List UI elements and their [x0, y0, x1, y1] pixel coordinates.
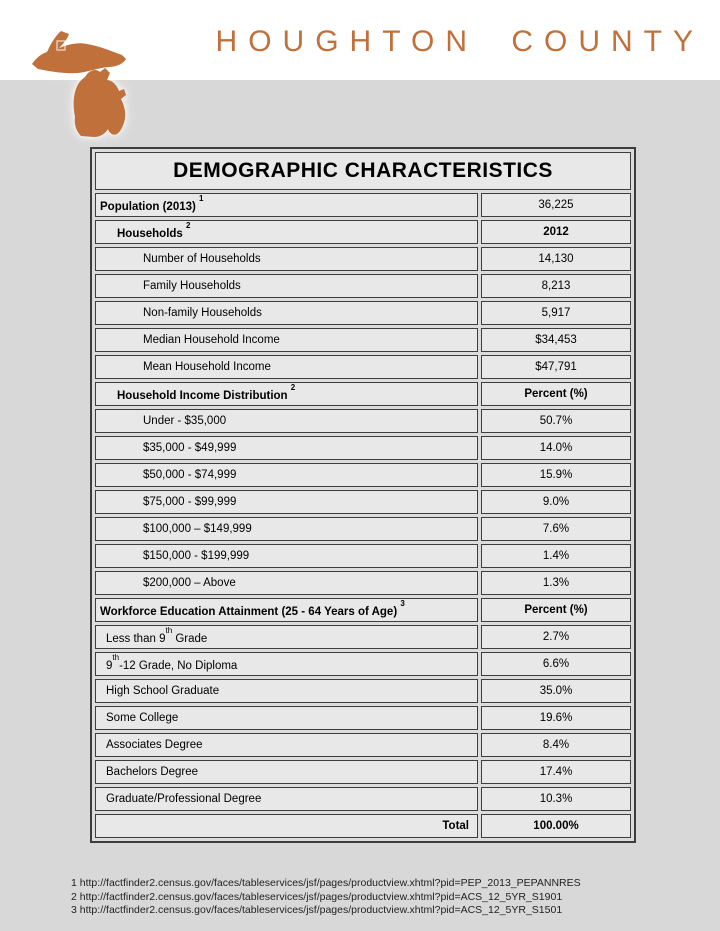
row-value: 14.0% — [481, 436, 631, 460]
row-value: Percent (%) — [481, 598, 631, 622]
row-label: 9th-12 Grade, No Diploma — [95, 652, 478, 676]
superscript-footnote-ref: 2 — [186, 220, 191, 230]
footnote: 3 http://factfinder2.census.gov/faces/tableservices/jsf/pages/productview.xhtml?pid=ACS_12_5YR_S1501 — [71, 904, 563, 916]
row-label: Some College — [95, 706, 478, 730]
row-label: High School Graduate — [95, 679, 478, 703]
row-value: 9.0% — [481, 490, 631, 514]
table-row — [95, 301, 631, 325]
table-row — [95, 598, 631, 622]
row-value: 35.0% — [481, 679, 631, 703]
row-value: 1.4% — [481, 544, 631, 568]
table-title: DEMOGRAPHIC CHARACTERISTICS — [95, 152, 631, 190]
row-value: 10.3% — [481, 787, 631, 811]
row-label: Graduate/Professional Degree — [95, 787, 478, 811]
row-label: $35,000 - $49,999 — [95, 436, 478, 460]
row-value: 15.9% — [481, 463, 631, 487]
table-title-row — [95, 152, 631, 190]
table-row — [95, 409, 631, 433]
footnote: 2 http://factfinder2.census.gov/faces/tableservices/jsf/pages/productview.xhtml?pid=ACS_12_5YR_S1901 — [71, 890, 563, 903]
table-row — [95, 247, 631, 271]
table-row — [95, 625, 631, 649]
row-label: Population (2013) $^1$ — [95, 193, 478, 217]
row-value: 7.6% — [481, 517, 631, 541]
row-value: 19.6% — [481, 706, 631, 730]
superscript-footnote-ref: th — [165, 625, 173, 635]
row-label: Median Household Income — [95, 328, 478, 352]
row-value: 6.6% — [481, 652, 631, 676]
row-label: Bachelors Degree — [95, 760, 478, 784]
row-value: 8,213 — [481, 274, 631, 298]
table-row — [95, 193, 631, 217]
row-value: 2012 — [481, 220, 631, 244]
table-row — [95, 814, 631, 838]
superscript-footnote-ref: 2 — [290, 382, 296, 392]
row-value: $47,791 — [481, 355, 631, 379]
michigan-map-icon — [28, 14, 138, 139]
superscript-footnote-ref: 3 — [400, 598, 405, 608]
row-label: $75,000 - $99,999 — [95, 490, 478, 514]
row-label: Less than 9th Grade — [95, 625, 478, 649]
demographics-table — [90, 147, 636, 843]
table-row — [95, 436, 631, 460]
row-label: Under - $35,000 — [95, 409, 478, 433]
row-value: 100.00% — [481, 814, 631, 838]
row-label: Family Households — [95, 274, 478, 298]
row-value: 36,225 — [481, 193, 631, 217]
table-row — [95, 679, 631, 703]
table-row — [95, 787, 631, 811]
row-value: 8.4% — [481, 733, 631, 757]
row-label: Total — [95, 814, 478, 838]
table-row — [95, 328, 631, 352]
row-label: Household Income Distribution $^2$ — [95, 382, 478, 406]
row-value: 5,917 — [481, 301, 631, 325]
row-value: 14,130 — [481, 247, 631, 271]
row-label: $100,000 – $149,999 — [95, 517, 478, 541]
table-row — [95, 382, 631, 406]
table-row — [95, 733, 631, 757]
row-label: Associates Degree — [95, 733, 478, 757]
footnote: 1 http://factfinder2.census.gov/faces/tableservices/jsf/pages/productview.xhtml?pid=PEP_2013_PEPANNRES — [71, 877, 581, 889]
table-row — [95, 490, 631, 514]
county-title: HOUGHTON COUNTY — [215, 25, 704, 58]
row-value: Percent (%) — [481, 382, 631, 406]
row-label: Households $^2$ — [95, 220, 478, 244]
superscript-footnote-ref: th — [112, 652, 120, 662]
row-value: 2.7% — [481, 625, 631, 649]
superscript-footnote-ref: 1 — [199, 193, 204, 203]
row-label: $50,000 - $74,999 — [95, 463, 478, 487]
row-value: 17.4% — [481, 760, 631, 784]
table-row — [95, 463, 631, 487]
table-row — [95, 760, 631, 784]
footnotes — [71, 877, 581, 918]
row-label: $200,000 – Above — [95, 571, 478, 595]
row-value: $34,453 — [481, 328, 631, 352]
table-row — [95, 706, 631, 730]
row-value: 1.3% — [481, 571, 631, 595]
row-label: Number of Households — [95, 247, 478, 271]
table-row — [95, 274, 631, 298]
table-row — [95, 652, 631, 676]
table-row — [95, 517, 631, 541]
table-row — [95, 220, 631, 244]
row-label: Workforce Education Attainment (25 - 64 Years of Age) $^3$ — [95, 598, 478, 622]
table-row — [95, 571, 631, 595]
row-label: $150,000 - $199,999 — [95, 544, 478, 568]
table-row — [95, 544, 631, 568]
table-row — [95, 355, 631, 379]
row-value: 50.7% — [481, 409, 631, 433]
row-label: Non-family Households — [95, 301, 478, 325]
row-label: Mean Household Income — [95, 355, 478, 379]
